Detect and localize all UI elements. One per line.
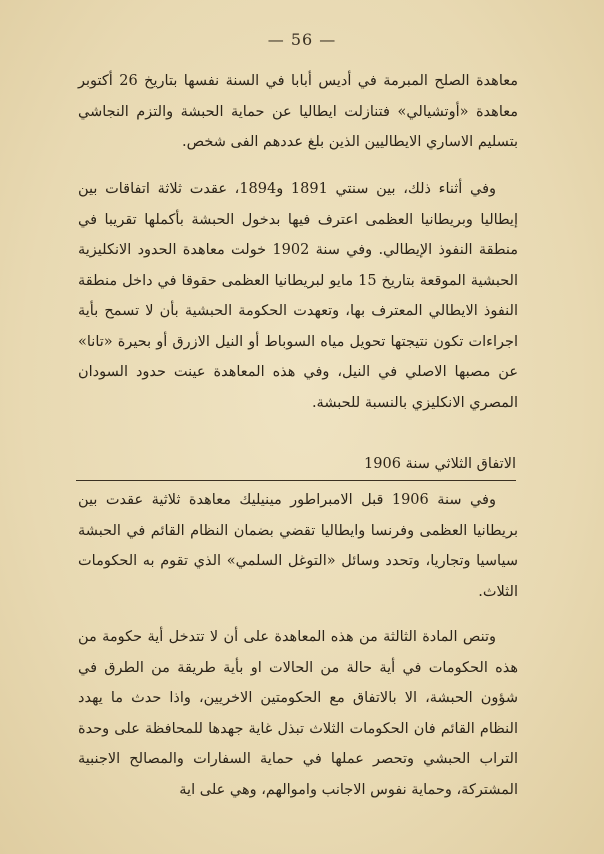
paragraph-1-container <box>78 66 518 158</box>
paragraph-1: معاهدة الصلح المبرمة في أديس أبابا في السنة نفسها بتاريخ 26 أكتوبر معاهدة «أوتشيالي» فتنازلت ايطاليا عن حماية الحبشة والتزم النجاشي بتسليم الاساري الايطاليين الذين بلغ عددهم الفى شخص. <box>78 73 518 150</box>
paragraph-4-container <box>78 622 518 805</box>
paragraph-3: وفي سنة 1906 قبل الامبراطور مينيليك معاهدة ثلاثية عقدت بين بريطانيا العظمى وفرنسا وايطاليا تقضي بضمان النظام القائم في الحبشة سياسيا وتجاريا، وتحدد وسائل «التوغل السلمي» الذي تقوم به الحكومات الثلاث. <box>78 492 518 600</box>
section-heading <box>76 452 516 481</box>
paragraph-2-container <box>78 174 518 418</box>
paragraph-2: وفي أثناء ذلك، بين سنتي 1891 و1894، عقدت ثلاثة اتفاقات بين إيطاليا وبريطانيا العظمى اعترف فيها بدخول الحبشة بأكملها تقريبا في منطقة النفوذ الإيطالي. وفي سنة 1902 خولت معاهدة الحدود الانكليزية الحبشية الموقعة بتاريخ 15 مايو لبريطانيا العظمى حقوقا في داخل منطقة النفوذ الايطالي المعترف بها، وتعهدت الحكومة الحبشية بأن لا تسمح بأية اجراءات تكون نتيجتها تحويل مياه السوباط أو النيل الازرق أو بحيرة «تانا» عن مصبها الاصلي في النيل، وفي هذه المعاهدة عينت حدود السودان المصري الانكليزي بالنسبة للحبشة. <box>78 181 519 411</box>
page-number: — 56 — <box>267 30 337 49</box>
paragraph-4: وتنص المادة الثالثة من هذه المعاهدة على أن لا تتدخل أية حكومة من هذه الحكومات في أية حالة من الحالات او بأية طريقة من الطرق في شؤون الحبشة، الا بالاتفاق مع الحكومتين الاخريين، واذا حدث ما يهدد النظام القائم فان الحكومات الثلاث تبذل غاية جهدها للمحافظة على وحدة التراب الحبشي وتحصر عملها في حماية السفارات والمصالح الاجنبية المشتركة، وحماية نفوس الاجانب واموالهم، وهي على اية <box>78 629 518 798</box>
section-heading-text: الاتفاق الثلاثي سنة 1906 <box>364 456 516 472</box>
paragraph-3-container <box>78 485 518 607</box>
